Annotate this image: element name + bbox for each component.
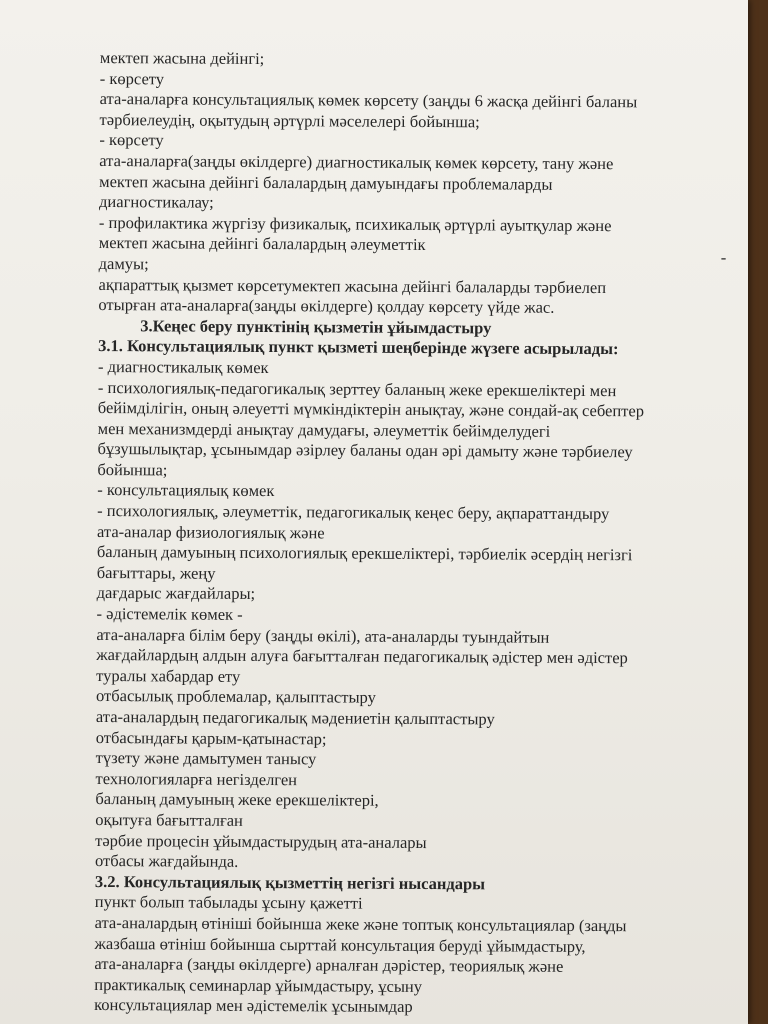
text-line: ата-аналарға білім беру (заңды өкілі), ата-аналарды туындайтын bbox=[96, 624, 550, 647]
text-line: диагностикалау; bbox=[99, 192, 214, 212]
subsection-3-2: 3.2. Консультациялық қызметтің негізгі нысандары bbox=[94, 871, 486, 894]
text-line: - консультациялық көмек bbox=[97, 480, 275, 501]
text-line: технологияларға негізделген bbox=[95, 768, 298, 789]
text-line: жағдайлардың алдын алуға бағытталған педагогикалық әдістер мен әдістер bbox=[96, 645, 628, 668]
text-line: отбасы жағдайында. bbox=[94, 851, 239, 872]
text-line: тәрбие процесін ұйымдастырудың ата-аналары bbox=[95, 830, 427, 852]
text-line: мектеп жасына дейінгі балалардың әлеуметтік bbox=[98, 233, 426, 255]
text-line: - көрсету bbox=[99, 130, 164, 150]
text-line: - психологиялық-педагогикалық зерттеу баланың жеке ерекшеліктері мен bbox=[97, 377, 617, 400]
text-line: бойынша; bbox=[97, 459, 168, 480]
text-line: отбасындағы қарым-қатынастар; bbox=[95, 727, 327, 748]
text-line: - әдістемелік көмек - bbox=[96, 604, 243, 624]
text-line: бейімділігін, оның әлеуетті мүмкіндіктерін анықтау, және сондай-ақ себептер bbox=[97, 398, 645, 421]
text-line: ата-аналардың өтініші бойынша жеке және топтық консультациялар (заңды bbox=[94, 912, 627, 936]
text-line: мен механизмдерді анықтау дамудағы, әлеуметтік бейімделудегі bbox=[97, 418, 551, 441]
text-line: түзету және дамытумен танысу bbox=[95, 748, 317, 769]
text-line: оқытуға бағытталған bbox=[95, 809, 243, 830]
text-line: бағыттары, жеңу bbox=[96, 562, 216, 583]
text-line: - профилактика жүргізу физикалық, психикалық әртүрлі ауытқулар және bbox=[98, 212, 612, 235]
text-line: ата-аналарға консультациялық көмек көрсету (заңды 6 жасқа дейінгі баланы bbox=[99, 89, 638, 112]
text-line: жазбаша өтініш бойынша сырттай консультация беруді ұйымдастыру, bbox=[94, 933, 586, 956]
text-line: отырған ата-аналарға(заңды өкілдерге) қолдау көрсету үйде жас. bbox=[98, 295, 555, 317]
text-line: тәрбиелеудің, оқытудың әртүрлі мәселелері бойынша; bbox=[99, 109, 480, 132]
text-line: мектеп жасына дейінгі; bbox=[99, 48, 265, 69]
subsection-3-1: 3.1. Консультациялық пункт қызметі шеңберінде жүзеге асырылады: bbox=[98, 336, 619, 359]
text-line: отбасылық проблемалар, қалыптастыру bbox=[95, 686, 376, 708]
text-line: ата-аналарға (заңды өкілдерге) арналған дәрістер, теориялық және bbox=[94, 954, 564, 976]
text-line: мектеп жасына дейінгі балалардың дамуындағы проблемаларды bbox=[99, 171, 553, 194]
text-line: бұзушылықтар, ұсынымдар әзірлеу баланы одан әрі дамыту және тәрбиелеу bbox=[97, 439, 633, 462]
text-line: дамуы; bbox=[98, 253, 149, 274]
text-line: баланың дамуының психологиялық ерекшеліктері, тәрбиелік әсердің негізгі bbox=[96, 542, 633, 565]
text-line: практикалық семинарлар ұйымдастыру, ұсыну bbox=[94, 974, 423, 996]
text-line: баланың дамуының жеке ерекшеліктері, bbox=[95, 789, 379, 811]
text-line: - психологиялық, әлеуметтік, педагогикалық кеңес беру, ақпараттандыру bbox=[97, 501, 610, 524]
text-line: ата-аналар физиологиялық және bbox=[96, 521, 325, 543]
text-line: - көрсету bbox=[99, 68, 165, 88]
text-line: туралы хабардар ету bbox=[96, 665, 241, 686]
document-text bbox=[94, 48, 730, 1020]
text-line: ақпараттық қызмет көрсетумектеп жасына дейінгі балаларды тәрбиелеп bbox=[98, 274, 607, 297]
text-line: дағдарыс жағдайлары; bbox=[96, 583, 256, 604]
text-line: ата-аналардың педагогикалық мәдениетін қалыптастыру bbox=[95, 706, 495, 729]
text-line: ата-аналарға(заңды өкілдерге) диагностикалық көмек көрсету, тану және bbox=[99, 150, 614, 174]
margin-dash-mark: - bbox=[720, 247, 727, 267]
text-line: - диагностикалық көмек bbox=[97, 356, 269, 377]
text-line: пункт болып табылады ұсыну қажетті bbox=[94, 892, 363, 913]
section-heading: 3.Кеңес беру пунктінің қызметін ұйымдастыру bbox=[140, 315, 492, 338]
text-line: консультациялар мен әдістемелік ұсынымдар bbox=[94, 995, 413, 1017]
